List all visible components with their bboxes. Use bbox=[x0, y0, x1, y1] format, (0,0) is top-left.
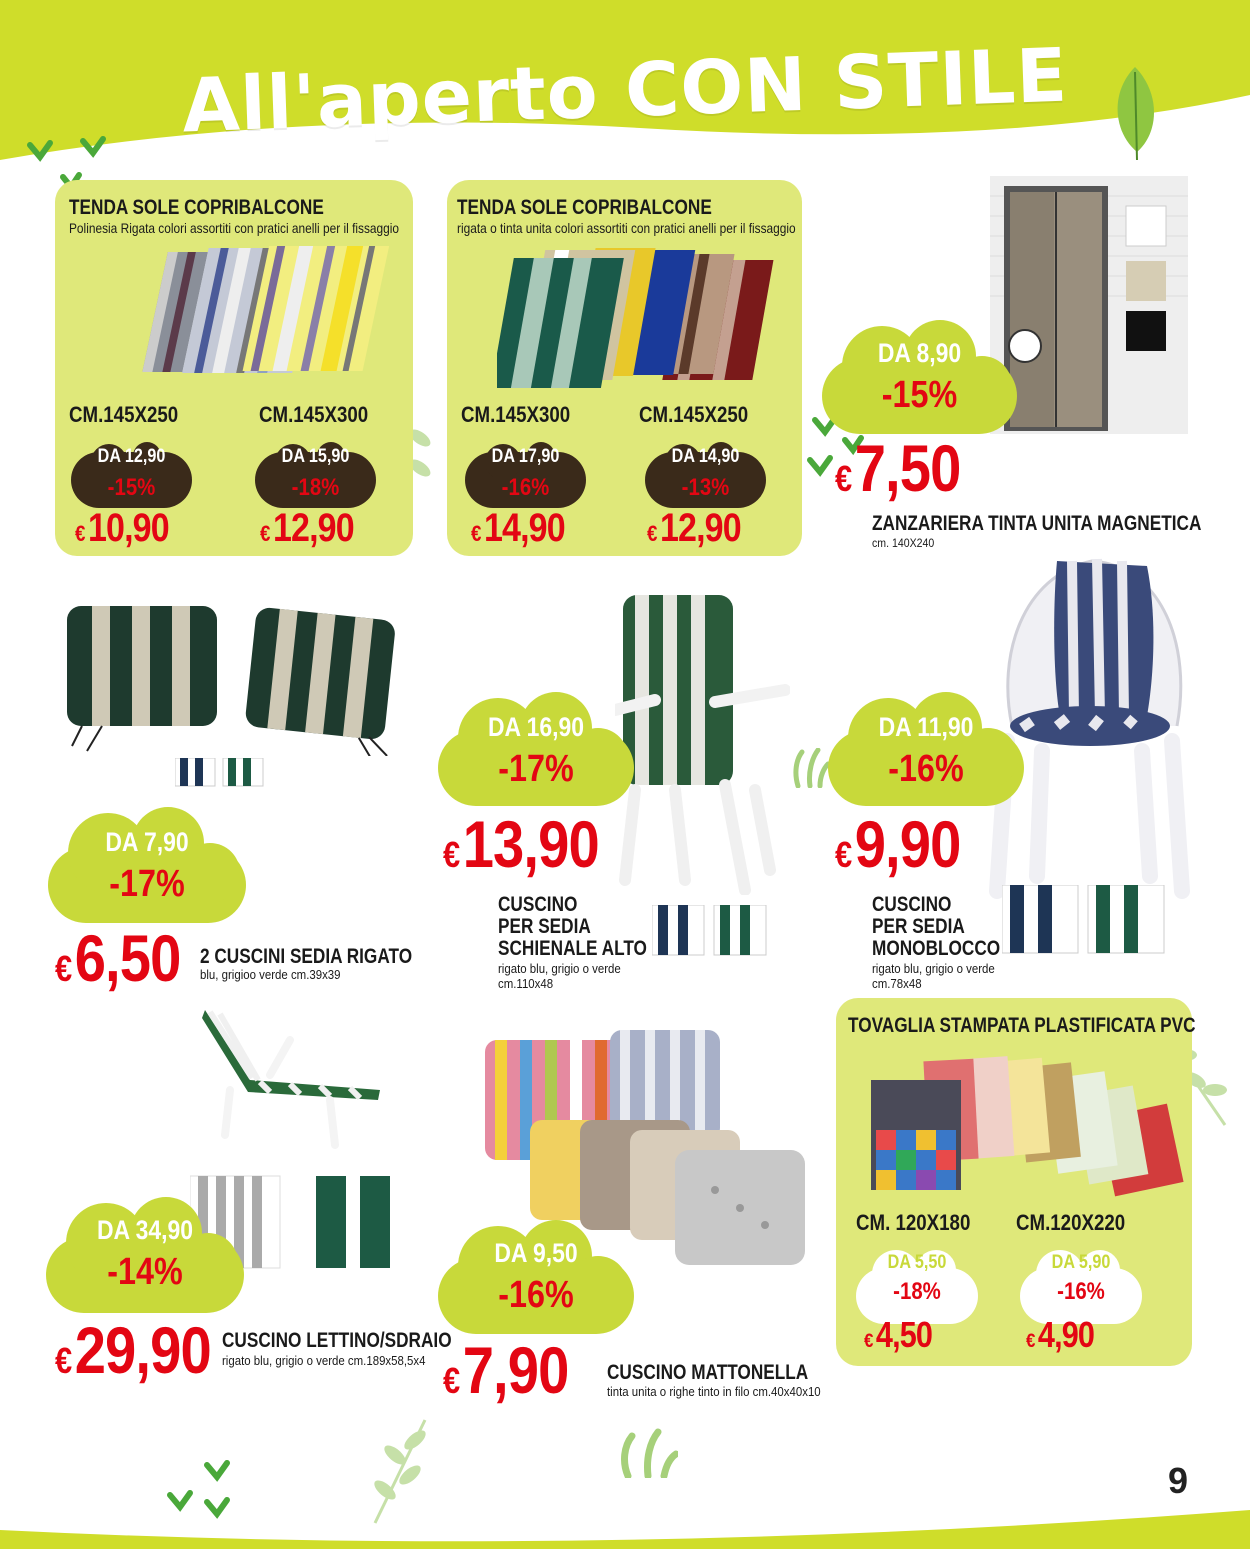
tovaglia-panel bbox=[836, 998, 1196, 1366]
price: €6,50 bbox=[55, 921, 181, 995]
discount-percent: -15% bbox=[107, 474, 156, 501]
product-name: CUSCINO PER SEDIA SCHIENALE ALTO bbox=[498, 893, 647, 960]
size-label: CM.145X300 bbox=[461, 402, 571, 427]
discount-percent: -16% bbox=[888, 748, 964, 790]
old-price: DA 12,90 bbox=[97, 446, 166, 467]
discount-badge bbox=[69, 442, 194, 512]
tenda-polinesia-panel bbox=[55, 180, 413, 556]
color-swatches bbox=[1002, 885, 1177, 960]
price: €7,90 bbox=[443, 1333, 569, 1407]
discount-badge bbox=[46, 1195, 244, 1315]
product-desc: tinta unita o righe tinto in filo cm.40x40x10 bbox=[607, 1384, 821, 1399]
discount-percent: -14% bbox=[107, 1251, 183, 1293]
old-price: DA 8,90 bbox=[877, 338, 962, 368]
page-number: 9 bbox=[1168, 1460, 1189, 1501]
chair-cushions-image bbox=[62, 596, 407, 756]
price: €7,50 bbox=[835, 431, 961, 505]
product-desc: rigato blu, grigio o verde cm.110x48 bbox=[498, 961, 621, 991]
product-subtitle: rigata o tinta unita colori assortiti con pratici anelli per il fissaggio bbox=[457, 220, 796, 236]
price: €4,50 bbox=[864, 1314, 933, 1355]
discount-percent: -18% bbox=[893, 1278, 941, 1305]
product-name: CUSCINO MATTONELLA bbox=[607, 1361, 809, 1384]
discount-badge bbox=[438, 690, 634, 808]
discount-badge bbox=[438, 1218, 634, 1336]
price: €12,90 bbox=[647, 506, 741, 550]
discount-percent: -17% bbox=[109, 863, 185, 905]
discount-percent: -13% bbox=[681, 474, 730, 501]
old-price: DA 7,90 bbox=[105, 827, 189, 857]
mosquito-net-door-image bbox=[990, 176, 1188, 434]
price: €9,90 bbox=[835, 807, 961, 881]
discount-badge bbox=[643, 442, 768, 512]
page-title: All'aperto CON STILE bbox=[180, 32, 1070, 150]
grass-icon bbox=[618, 1428, 678, 1478]
old-price: DA 9,50 bbox=[494, 1238, 578, 1268]
product-subtitle: Polinesia Rigata colori assortiti con pratici anelli per il fissaggio bbox=[69, 220, 400, 236]
old-price: DA 14,90 bbox=[671, 446, 740, 467]
product-name: CUSCINO LETTINO/SDRAIO bbox=[222, 1329, 452, 1352]
size-label: CM. 120X180 bbox=[856, 1210, 971, 1235]
old-price: DA 5,90 bbox=[1051, 1252, 1111, 1273]
old-price: DA 15,90 bbox=[281, 446, 350, 467]
sun-lounger-image bbox=[200, 1000, 385, 1150]
product-desc: rigato blu, grigio o verde cm.78x48 bbox=[872, 961, 995, 991]
footer-band bbox=[0, 1490, 1250, 1549]
old-price: DA 34,90 bbox=[96, 1215, 194, 1245]
product-name: CUSCINO PER SEDIA MONOBLOCCO bbox=[872, 893, 1001, 960]
product-title: TOVAGLIA STAMPATA PLASTIFICATA PVC bbox=[848, 1014, 1196, 1037]
product-desc: cm. 140X240 bbox=[872, 536, 935, 550]
leaf-icon bbox=[1105, 62, 1165, 162]
striped-awning-image bbox=[497, 240, 797, 400]
size-label: CM.145X300 bbox=[259, 402, 369, 427]
tenda-rigata-panel bbox=[447, 180, 802, 556]
discount-badge bbox=[253, 442, 378, 512]
discount-percent: -16% bbox=[1057, 1278, 1105, 1305]
grass-icon bbox=[790, 748, 830, 788]
size-label: CM.145X250 bbox=[69, 402, 179, 427]
price: €10,90 bbox=[75, 506, 169, 550]
discount-badge bbox=[822, 318, 1017, 436]
discount-badge bbox=[828, 690, 1024, 808]
product-title: TENDA SOLE COPRIBALCONE bbox=[69, 196, 324, 219]
discount-percent: -18% bbox=[291, 474, 340, 501]
old-price: DA 5,50 bbox=[887, 1252, 947, 1273]
price: €14,90 bbox=[471, 506, 565, 550]
product-name: ZANZARIERA TINTA UNITA MAGNETICA bbox=[872, 512, 1202, 535]
product-title: TENDA SOLE COPRIBALCONE bbox=[457, 196, 712, 219]
size-label: CM.145X250 bbox=[639, 402, 749, 427]
discount-badge bbox=[463, 442, 588, 512]
price: €13,90 bbox=[443, 807, 599, 881]
price: €29,90 bbox=[55, 1313, 211, 1387]
striped-awning-image bbox=[140, 242, 395, 392]
discount-percent: -16% bbox=[498, 1274, 574, 1316]
product-desc: blu, grigioo verde cm.39x39 bbox=[200, 967, 341, 982]
discount-percent: -16% bbox=[501, 474, 550, 501]
discount-percent: -17% bbox=[498, 748, 574, 790]
discount-percent: -15% bbox=[881, 374, 958, 416]
product-desc: rigato blu, grigio o verde cm.189x58,5x4 bbox=[222, 1353, 426, 1368]
tablecloth-image bbox=[856, 1050, 1186, 1210]
discount-badge bbox=[48, 805, 246, 925]
high-back-chair-image bbox=[615, 590, 790, 895]
product-name: 2 CUSCINI SEDIA RIGATO bbox=[200, 945, 413, 968]
size-label: CM.120X220 bbox=[1016, 1210, 1126, 1235]
color-swatches bbox=[175, 758, 265, 792]
price: €4,90 bbox=[1026, 1314, 1095, 1355]
price: €12,90 bbox=[260, 506, 354, 550]
old-price: DA 16,90 bbox=[487, 712, 585, 742]
old-price: DA 11,90 bbox=[878, 712, 974, 742]
old-price: DA 17,90 bbox=[491, 446, 560, 467]
color-swatches bbox=[652, 905, 772, 961]
